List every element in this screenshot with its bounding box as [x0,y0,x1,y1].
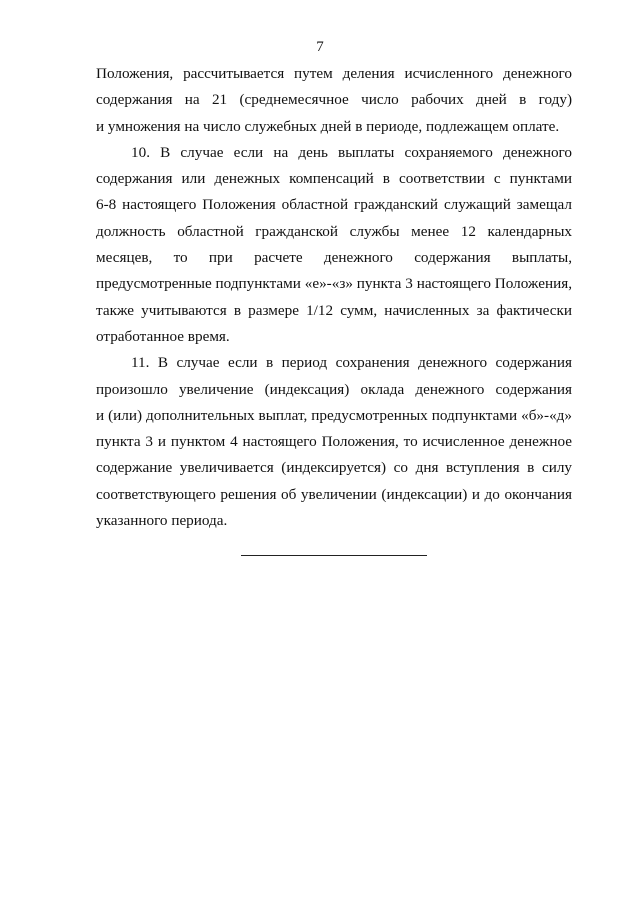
text-line: 11. В случае если в период сохранения денежного содержания [131,354,572,372]
text-line: пункта 3 и пунктом 4 настоящего Положения, то исчисленное денежное [96,433,572,451]
text-line: предусмотренные подпунктами «е»-«з» пункта 3 настоящего Положения, [96,275,572,293]
text-line: и умножения на число служебных дней в периоде, подлежащем оплате. [96,117,560,135]
text-line: содержания на 21 (среднемесячное число рабочих дней в году) [96,91,572,109]
text-line: должность областной гражданской службы менее 12 календарных [96,222,572,240]
document-body [96,61,572,534]
text-line: Положения, рассчитывается путем деления исчисленного денежного [96,65,572,82]
paragraph-10 [96,140,572,350]
text-line: 10. В случае если на день выплаты сохраняемого денежного [131,143,572,161]
text-line: 6-8 настоящего Положения областной гражданский служащий замещал [96,196,572,214]
text-line: содержания или денежных компенсаций в соответствии с пунктами [96,170,572,188]
text-line: и (или) дополнительных выплат, предусмотренных подпунктами «б»-«д» [96,406,572,424]
text-line: указанного периода. [96,512,228,530]
page-number: 7 [316,39,324,55]
text-line: также учитываются в размере 1/12 сумм, начисленных за фактически [96,301,572,319]
paragraph-continuation [96,61,572,140]
text-line: произошло увеличение (индексация) оклада денежного содержания [96,380,572,398]
end-divider-line [241,555,427,556]
text-line: содержание увеличивается (индексируется) со дня вступления в силу [96,459,572,477]
paragraph-11 [96,350,572,534]
text-line: соответствующего решения об увеличении (индексации) и до окончания [96,485,572,503]
text-line: месяцев, то при расчете денежного содержания выплаты, [96,249,572,267]
text-line: отработанное время. [96,327,230,345]
